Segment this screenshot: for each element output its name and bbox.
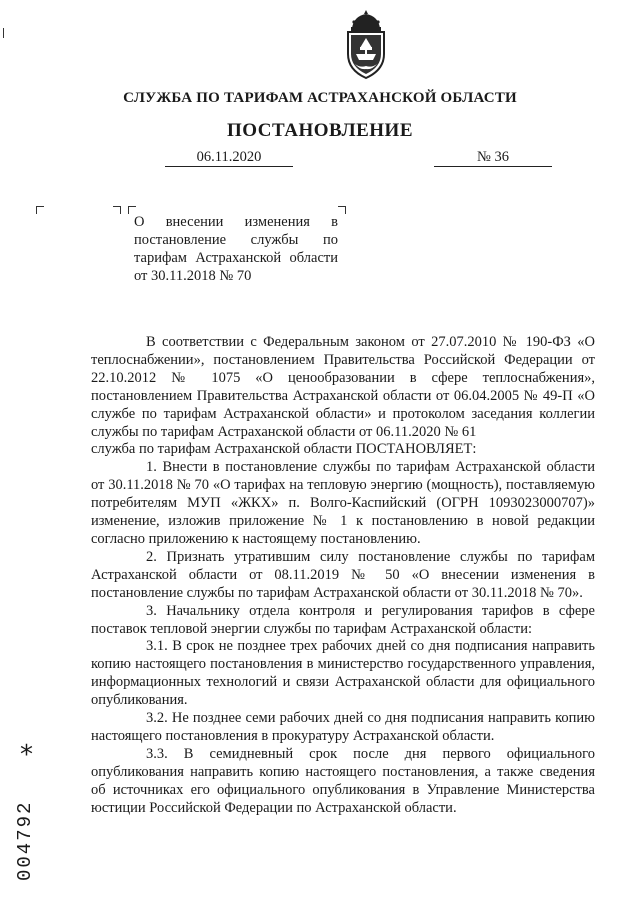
subject-line: постановление службы по xyxy=(134,232,338,248)
subject-line: от 30.11.2018 № 70 xyxy=(134,268,252,284)
margin-asterisk: * xyxy=(20,740,33,770)
astrakhan-coat-of-arms-icon xyxy=(338,8,394,80)
body-paragraph-3-2: 3.2. Не позднее семи рабочих дней со дня подписания направить копию настоящего постановления в прокуратуру Астраханской области. xyxy=(91,710,595,744)
margin-registration-code: 004792 xyxy=(14,800,36,881)
subject-line: тарифам Астраханской области xyxy=(134,250,338,266)
document-type-title: ПОСТАНОВЛЕНИЕ xyxy=(226,120,414,141)
document-body xyxy=(91,334,595,817)
document-date: 06.11.2020 xyxy=(165,148,293,167)
body-paragraph-preamble: В соответствии с Федеральным законом от 27.07.2010 № 190-ФЗ «О теплоснабжении», постановлением Правительства Российской Федерации от 22.10.2012 № 1075 «О ценообразовании в сфере теплоснабжения», постановлением Правительства Астраханской области от 06.04.2005 № 49-П «О службе по тарифам Астраханской области» и протоколом заседания коллегии службы по тарифам Астраханской области от 06.11.2020 № 61 xyxy=(91,334,595,440)
body-paragraph-1: 1. Внести в постановление службы по тарифам Астраханской области от 30.11.2018 № 70 «О тарифах на тепловую энергию (мощность), поставляемую потребителям МУП «ЖКХ» п. Волго-Каспийский (ОГРН 1093023000707)» изменение, изложив приложение № 1 к постановлению в новой редакции согласно приложению к настоящему постановлению. xyxy=(91,459,595,547)
corner-mark xyxy=(113,206,121,214)
subject-line: О внесении изменения в xyxy=(134,214,338,230)
corner-mark xyxy=(338,206,346,214)
corner-mark xyxy=(36,206,44,214)
body-paragraph-3-3: 3.3. В семидневный срок после дня первого официального опубликования направить копию настоящего постановления, а также сведения об источниках его официального опубликования в Управление Министерства юстиции Российской Федерации по Астраханской области. xyxy=(91,745,595,816)
body-paragraph-resolves: служба по тарифам Астраханской области ПОСТАНОВЛЯЕТ: xyxy=(91,441,477,458)
scan-tick-mark xyxy=(3,28,4,38)
agency-name: СЛУЖБА ПО ТАРИФАМ АСТРАХАНСКОЙ ОБЛАСТИ xyxy=(123,90,517,106)
document-subject xyxy=(134,213,338,285)
body-paragraph-3: 3. Начальнику отдела контроля и регулирования тарифов в сфере поставок тепловой энергии службы по тарифам Астраханской области: xyxy=(91,602,595,637)
body-paragraph-2: 2. Признать утратившим силу постановление службы по тарифам Астраханской области от 08.11.2019 № 50 «О внесении изменения в постановление службы по тарифам Астраханской области от 30.11.2018 № 70». xyxy=(91,548,595,601)
document-number: № 36 xyxy=(434,148,552,167)
body-paragraph-3-1: 3.1. В срок не позднее трех рабочих дней со дня подписания направить копию настоящего постановления в министерство государственного управления, информационных технологий и связи Астраханской области для официального опубликования. xyxy=(91,638,595,709)
